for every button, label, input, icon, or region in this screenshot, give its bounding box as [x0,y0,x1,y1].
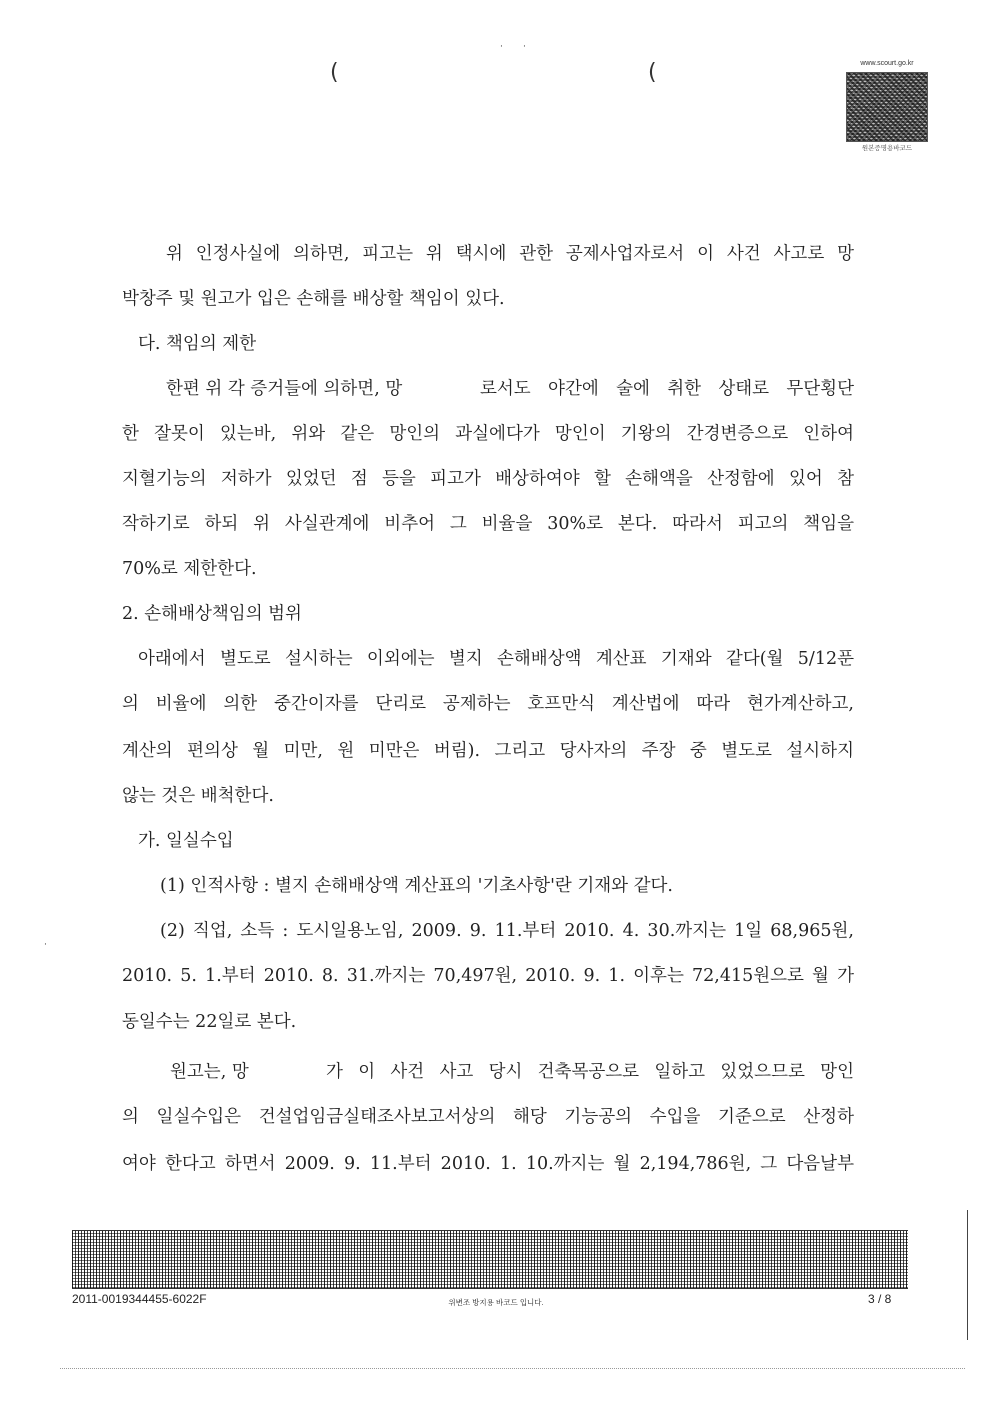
text-line: (1) 인적사항 : 별지 손해배상액 계산표의 '기초사항'란 기재와 같다. [160,876,673,896]
scan-mark: · [523,42,526,52]
text-line: 70%로 제한한다. [122,559,257,579]
text-line: 의 일실수입은 건설업임금실태조사보고서상의 해당 기능공의 수입을 기준으로 산정하 [122,1107,854,1127]
qr-code-icon [846,72,928,142]
qr-label: 원본증명용바코드 [861,145,913,152]
section-heading: 2. 손해배상책임의 범위 [122,604,302,624]
text-line: 로서도 야간에 술에 취한 상태로 무단횡단 [480,379,854,399]
text-line: 동일수는 22일로 본다. [122,1012,297,1032]
text-line: 의 비율에 의한 중간이자를 단리로 공제하는 호프만식 계산법에 따라 현가계산하고, [122,694,854,714]
text-line: 작하기로 하되 위 사실관계에 비추어 그 비율을 30%로 본다. 따라서 피고의 책임을 [122,514,854,534]
text-line: 한편 위 각 증거들에 의하면, 망 [166,379,403,399]
qr-url: www.scourt.go.kr [860,60,914,67]
text-line: 계산의 편의상 월 미만, 원 미만은 버림). 그리고 당사자의 주장 중 별도로 설시하지 [122,741,854,761]
document-number: 2011-0019344455-6022F [72,1292,207,1306]
scan-edge [60,1368,965,1369]
text-line: 않는 것은 배척한다. [122,786,274,806]
text-line: 2010. 5. 1.부터 2010. 8. 31.까지는 70,497원, 2010. 9. 1. 이후는 72,415원으로 월 가 [122,966,854,986]
barcode-notice: 위변조 방지용 바코드 입니다. [448,1298,544,1307]
text-line: 위 인정사실에 의하면, 피고는 위 택시에 관한 공제사업자로서 이 사건 사고로 망 [166,244,854,264]
scan-mark: ( [648,60,657,85]
text-line: 원고는, 망 [170,1062,249,1082]
text-line: 아래에서 별도로 설시하는 이외에는 별지 손해배상액 계산표 기재와 같다(월 5/12푼 [138,649,854,669]
scan-mark: ( [330,60,339,85]
scan-mark: · [500,42,503,52]
scan-mark: · [44,940,47,950]
anti-forgery-barcode-icon [72,1230,908,1289]
page-number: 3 / 8 [868,1292,892,1306]
scan-edge [967,1210,968,1340]
text-line: 여야 한다고 하면서 2009. 9. 11.부터 2010. 1. 10.까지는 월 2,194,786원, 그 다음날부 [122,1154,854,1174]
text-line: (2) 직업, 소득 : 도시일용노임, 2009. 9. 11.부터 2010. 4. 30.까지는 1일 68,965원, [160,921,854,941]
text-line: 지혈기능의 저하가 있었던 점 등을 피고가 배상하여야 할 손해액을 산정함에 있어 참 [122,469,854,489]
text-line: 한 잘못이 있는바, 위와 같은 망인의 과실에다가 망인이 기왕의 간경변증으로 인하여 [122,424,854,444]
section-heading: 가. 일실수입 [138,831,234,851]
text-line: 박창주 및 원고가 입은 손해를 배상할 책임이 있다. [122,289,505,309]
section-heading: 다. 책임의 제한 [138,334,257,354]
text-line: 가 이 사건 사고 당시 건축목공으로 일하고 있었으므로 망인 [326,1062,854,1082]
